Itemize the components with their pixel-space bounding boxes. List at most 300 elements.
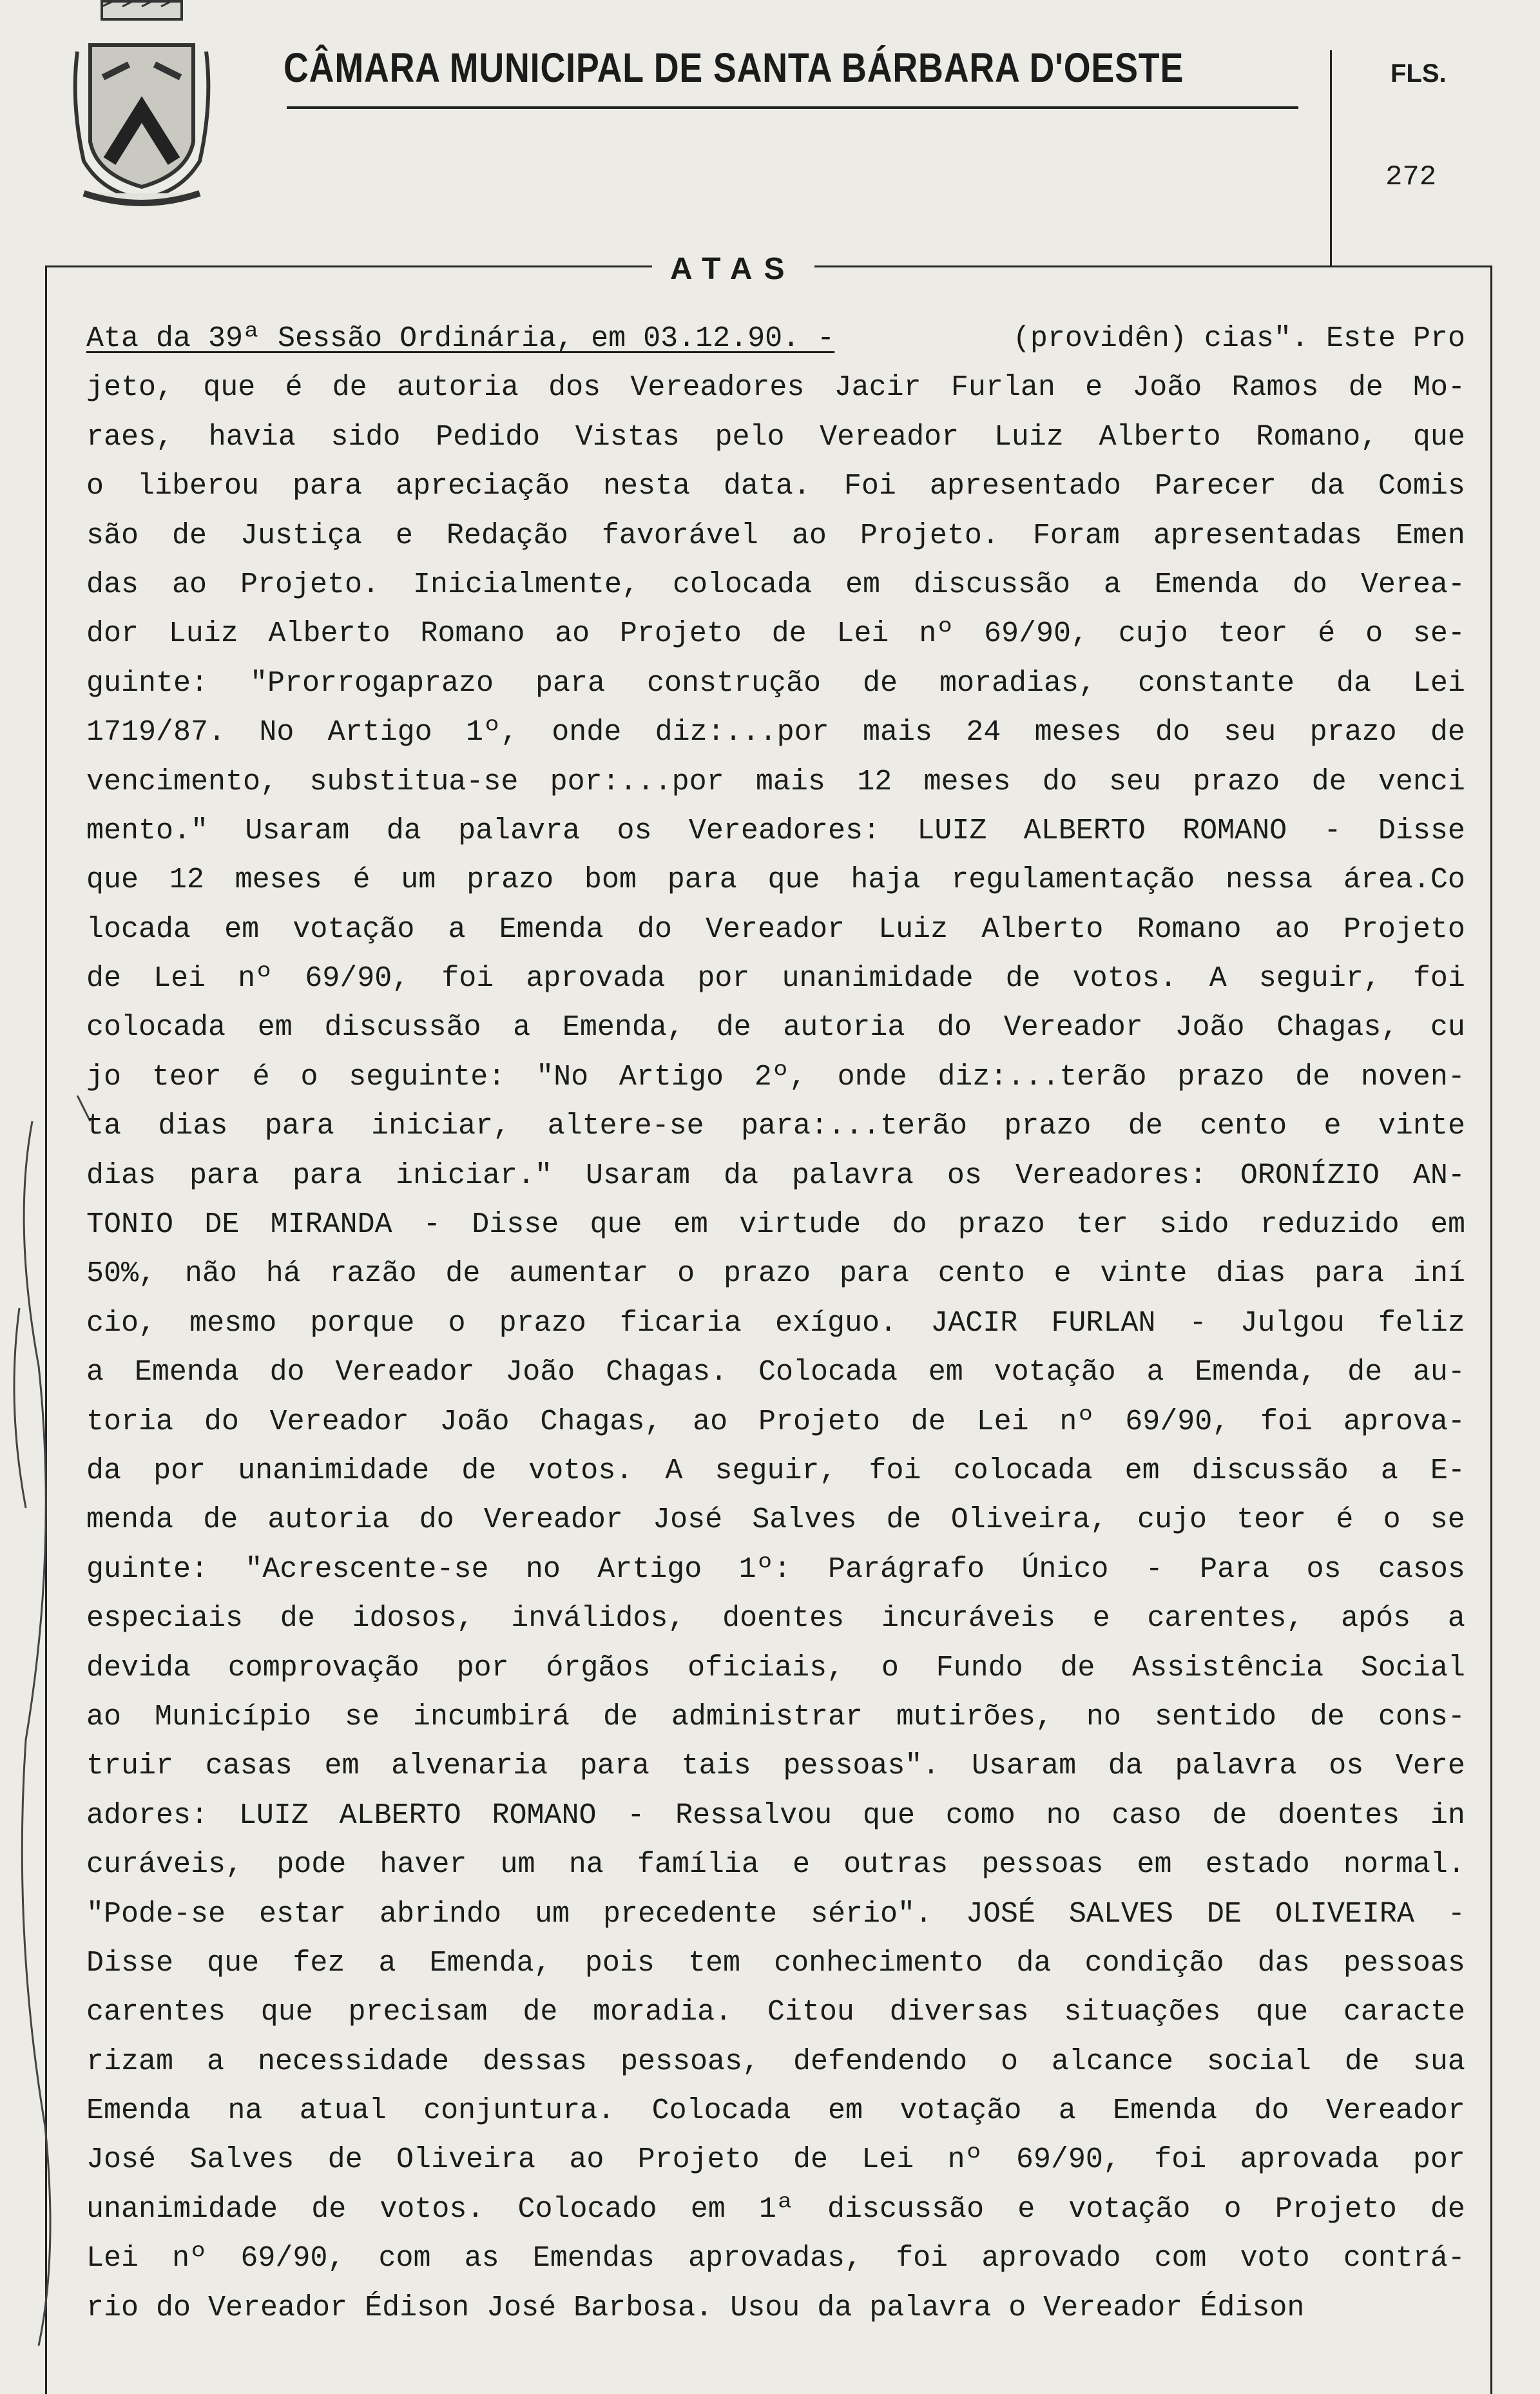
word: do [419,1503,454,1537]
word: no [1086,1700,1121,1733]
word: o [300,1060,318,1094]
word: ao [86,1700,122,1733]
word: o [677,1257,695,1291]
word: devida [86,1651,191,1684]
word: fez [293,1946,345,1980]
word: aumentar [509,1257,649,1291]
word: situações [1064,1996,1221,2029]
word: foi [1154,2143,1207,2177]
word: ROMANO [492,1799,597,1832]
word: a [448,912,466,946]
text-line [86,1496,1465,1545]
word: ta [86,1110,122,1143]
word: em [224,912,260,946]
word: Emenda [1113,2094,1218,2128]
word: "Pode-se [86,1897,226,1931]
word: dos [548,371,601,405]
word: Vereador [820,420,959,454]
word: mesmo [189,1306,277,1340]
word: o [1008,2291,1026,2324]
word: de [171,519,207,552]
word: Único [1021,1552,1109,1586]
word: Chagas, [540,1405,662,1438]
word: 69/90, [1015,2143,1121,2177]
word: votos. [1072,962,1177,996]
word: e [793,1848,811,1882]
word: do [1155,716,1190,749]
text-line [86,1348,1465,1397]
word: ao [1275,912,1310,946]
word: condição [1084,1946,1224,1980]
text-line [86,1053,1465,1102]
word: necessidade [257,2045,450,2078]
word: ALBERTO [1023,814,1146,847]
word: contrá- [1343,2242,1465,2275]
word: alvenaria [391,1750,548,1783]
word: 24 [966,716,1001,749]
word: conjuntura. [423,2094,615,2128]
word: defendendo [793,2045,967,2078]
word: de [1309,1700,1345,1733]
word: ao [791,519,827,552]
text-line [86,610,1465,659]
word: o [881,1651,899,1684]
word: autoria [396,371,519,405]
word: moradia. [593,1996,733,2029]
word: guinte: [86,666,209,700]
word: da [723,1159,758,1192]
word: Disse [472,1208,559,1242]
text-line [86,1840,1465,1889]
word: vencimento, [86,765,278,798]
word: Emenda, [1195,1356,1317,1389]
word: aprovado [981,2242,1121,2275]
text-line [86,512,1465,561]
word: Disse [86,1946,174,1980]
word: Luiz [878,912,948,946]
word: que [590,1208,642,1242]
word: discussão [1191,1454,1349,1487]
word: cujo [1118,617,1188,651]
word: os [1329,1750,1364,1783]
word: do [1254,2094,1289,2128]
word: menda [86,1503,174,1537]
word: administrar [671,1700,863,1733]
word: ao [171,568,207,601]
word: cento [1200,1110,1287,1143]
word: dias [1216,1257,1286,1291]
text-line [86,1398,1465,1447]
word: as [464,2242,499,2275]
word: Vereador [335,1356,475,1389]
text-line [86,1299,1465,1348]
word: que [1256,1996,1309,2029]
word: alcance [1051,2045,1173,2078]
word: Usaram [245,814,350,847]
word: é [352,864,371,897]
word: o [1000,2045,1018,2078]
word: que [767,864,820,897]
word: A [1209,962,1227,996]
word: não [184,1257,237,1291]
word: Justiça [240,519,362,552]
word: dias [158,1110,228,1143]
word: em [673,1208,708,1242]
text-line [86,314,1465,363]
word: Parágrafo [827,1552,985,1586]
word: toria [86,1405,174,1438]
municipal-crest-logo [64,0,219,213]
word: prazo [499,1306,586,1340]
word: de [332,371,367,405]
text-line [86,1742,1465,1791]
word: para [189,1159,260,1192]
word: in [1430,1799,1465,1832]
word: de [862,666,898,700]
word: Alberto [1099,420,1221,454]
word: Lei [836,617,889,651]
word: seguir, [1258,962,1381,996]
word: do [1292,568,1327,601]
word: do [204,1405,239,1438]
word: seu [1224,716,1276,749]
text-line [86,1939,1465,1988]
word: os [947,1159,982,1192]
word: Usaram [972,1750,1077,1783]
word: Município [154,1700,312,1733]
word: virtude [739,1208,861,1242]
word: - [627,1799,645,1832]
word: venci [1378,765,1465,798]
word: tais [681,1750,751,1783]
word: sério". [810,1897,932,1931]
word: exíguo. [775,1306,898,1340]
word: haver [380,1848,467,1882]
word: social [1206,2045,1311,2078]
word: Comis [1378,470,1465,503]
word: Emenda [134,1356,239,1389]
word: seguir, [715,1454,837,1487]
word: o [1365,617,1383,651]
word: discussão [827,2192,985,2226]
word: do [156,2291,191,2324]
text-line [86,1988,1465,2037]
word: raes, [86,420,174,454]
word: - [1447,1897,1465,1931]
word: unanimidade [782,962,974,996]
word: teor [1237,1503,1307,1537]
word: Emenda, [562,1011,684,1045]
word: João [505,1356,575,1389]
word: que [207,1946,260,1980]
word: por [153,1454,206,1487]
text-line [86,2234,1465,2283]
word: Vereadores [630,371,805,405]
word: é [1318,617,1336,651]
word: de [771,617,807,651]
word: a [378,1946,396,1980]
title-underline [287,106,1298,109]
text-line [86,2185,1465,2234]
word: votos. [380,2192,485,2226]
word: abrindo [379,1897,502,1931]
word: Artigo [597,1552,702,1586]
word: sido [1159,1208,1229,1242]
word: Projeto. [240,568,380,601]
word: após [1341,1602,1411,1636]
word: comprovação [227,1651,419,1684]
word: Vereador [1043,2291,1183,2324]
word: Lei [976,1405,1029,1438]
word: A [665,1454,683,1487]
word: doentes [1278,1799,1400,1832]
word: de [1348,371,1383,405]
word: Emenda [1154,568,1259,601]
word: votação [900,2094,1022,2128]
word: cio, [86,1306,157,1340]
text-line [86,1890,1465,1939]
word: Emenda [499,912,604,946]
word: rizam [86,2045,174,2078]
word: e [1054,1257,1072,1291]
word: de [311,2192,347,2226]
word: Lei [861,2143,914,2177]
word: da [386,814,421,847]
word: pode [276,1848,347,1882]
word: em [1137,1848,1172,1882]
word: para [839,1257,909,1291]
word: - [423,1208,441,1242]
word: apreciação [395,470,570,503]
word: regulamentação [951,864,1195,897]
word: 1º, [465,716,518,749]
word: que [862,1799,915,1832]
word: apresentadas [1153,519,1362,552]
word: como [945,1799,1015,1832]
word: de [1128,1110,1163,1143]
word: para [292,470,362,503]
word: teor [151,1060,222,1094]
word: Artigo [327,716,432,749]
word: palavra [869,2291,992,2324]
word: pessoas, [620,2045,760,2078]
word: sua [1412,2045,1465,2078]
word: ORONÍZIO [1240,1159,1380,1192]
word: outras [843,1848,948,1882]
word: Vereador [483,1503,623,1537]
word: de [716,1011,751,1045]
word: dor [86,617,139,651]
word: a [1058,2094,1076,2128]
word: um [401,864,436,897]
word: nessa [1226,864,1313,897]
text-line [86,1250,1465,1298]
word: de [1005,962,1041,996]
word: um [500,1848,535,1882]
word: aprovada [1240,2143,1380,2177]
word: na [568,1848,604,1882]
word: casas [205,1750,293,1783]
word: estado [1205,1848,1310,1882]
word: de [327,2143,363,2177]
word: sentido [1154,1700,1276,1733]
word: Usaram [585,1159,690,1192]
word: da [86,1454,122,1487]
word: Romano, [1256,420,1378,454]
word: no [525,1552,561,1586]
word: mais [755,765,825,798]
word: "No [536,1060,589,1094]
word: meses [923,765,1011,798]
word: cento [938,1257,1025,1291]
word: au- [1412,1356,1465,1389]
word: palavra [458,814,581,847]
word: em [324,1750,360,1783]
word: mutirões, [896,1700,1053,1733]
word: 50%, [86,1257,157,1291]
word: e [1092,1602,1110,1636]
word: em [845,568,880,601]
word: foi [1412,962,1465,996]
word: é [252,1060,270,1094]
word: que [260,1996,313,2029]
word: Lei [1412,666,1465,700]
word: Artigo [619,1060,724,1094]
word: ficaria [619,1306,742,1340]
section-label-atas: ATAS [652,251,814,287]
word: prazo [958,1208,1045,1242]
word: JACIR [930,1306,1018,1340]
word: em [1124,1454,1160,1487]
text-line [86,1447,1465,1496]
word: Vereador [705,912,845,946]
word: por [456,1651,509,1684]
word: reduzido [1260,1208,1400,1242]
word: Redação [446,519,568,552]
word: TONIO [86,1208,174,1242]
word: colocada [953,1454,1093,1487]
word: Emenda, [429,1946,552,1980]
word: para [579,1750,650,1783]
word: nº [919,617,954,651]
word: Colocado [517,2192,657,2226]
word: incuráveis [881,1602,1055,1636]
word: adores: [86,1799,209,1832]
word: guinte: [86,1552,209,1586]
word: cons- [1378,1700,1465,1733]
word: - [1323,814,1342,847]
word: onde [837,1060,907,1094]
word: de [886,1503,921,1537]
text-line [86,2087,1465,2136]
word: OLIVEIRA [1275,1897,1414,1931]
word: a [1146,1356,1164,1389]
text-line [86,1693,1465,1742]
word: do [892,1208,927,1242]
text-line [86,1201,1465,1250]
word: Furlan [950,371,1055,405]
word: se [1430,1503,1465,1537]
word: Oliveira [396,2143,536,2177]
word: e [395,519,413,552]
word: 1ª [758,2192,794,2226]
word: iniciar, [371,1110,511,1143]
word: que [86,864,139,897]
word: diversas [889,1996,1029,2029]
word: de [1311,765,1347,798]
minutes-body [86,314,1465,2333]
word: Lei [86,2242,139,2275]
word: os [1306,1552,1342,1586]
word: 12 [169,864,204,897]
word: Foi [843,470,896,503]
word: votos. [528,1454,633,1487]
word: incumbirá [412,1700,570,1733]
word: de [1347,1356,1383,1389]
word: votação [994,1356,1116,1389]
word: rio [86,2291,139,2324]
word: Luiz [168,617,238,651]
word: com [378,2242,431,2275]
header-divider [1330,50,1332,266]
word: 69/90, [305,962,410,996]
word: Projeto [1343,912,1465,946]
word: oficiais, [688,1651,845,1684]
word: pois [584,1946,655,1980]
word: construção [646,666,822,700]
word: de [203,1503,238,1537]
word: 69/90, [983,617,1088,651]
word: precedente [602,1897,777,1931]
word: Ramos [1231,371,1319,405]
word: Emen [1395,519,1465,552]
word: seguinte: [349,1060,506,1094]
word: AN- [1412,1159,1465,1192]
word: porque [310,1306,415,1340]
word: de [523,1996,558,2029]
word: caracte [1343,1996,1465,2029]
word: diz:...por [655,716,829,749]
word: foi [869,1454,921,1487]
text-line [86,708,1465,757]
word: o [1383,1503,1401,1537]
word: Alberto [268,617,390,651]
word: Projeto [1275,2192,1397,2226]
word: o [86,470,104,503]
word: havia [208,420,296,454]
word: prazo [1177,1060,1265,1094]
word: Oliveira, [950,1503,1108,1537]
word: favorável [601,519,758,552]
word: unanimidade [86,2192,278,2226]
word: Vereador [1003,1011,1143,1045]
word: Romano [1137,912,1242,946]
word: da [1108,1750,1143,1783]
word: nº [238,962,273,996]
word: haja [851,864,921,897]
word: ao [693,1405,728,1438]
word: de [1060,1651,1095,1684]
word: de [1295,1060,1331,1094]
word: teor [1218,617,1288,651]
word: meses [235,864,322,897]
word: da [1336,666,1371,700]
word: pessoas [981,1848,1104,1882]
fls-label: FLS. [1391,59,1447,88]
word: data. [723,470,811,503]
word: votação [1068,2192,1191,2226]
word: da [1016,1946,1052,1980]
